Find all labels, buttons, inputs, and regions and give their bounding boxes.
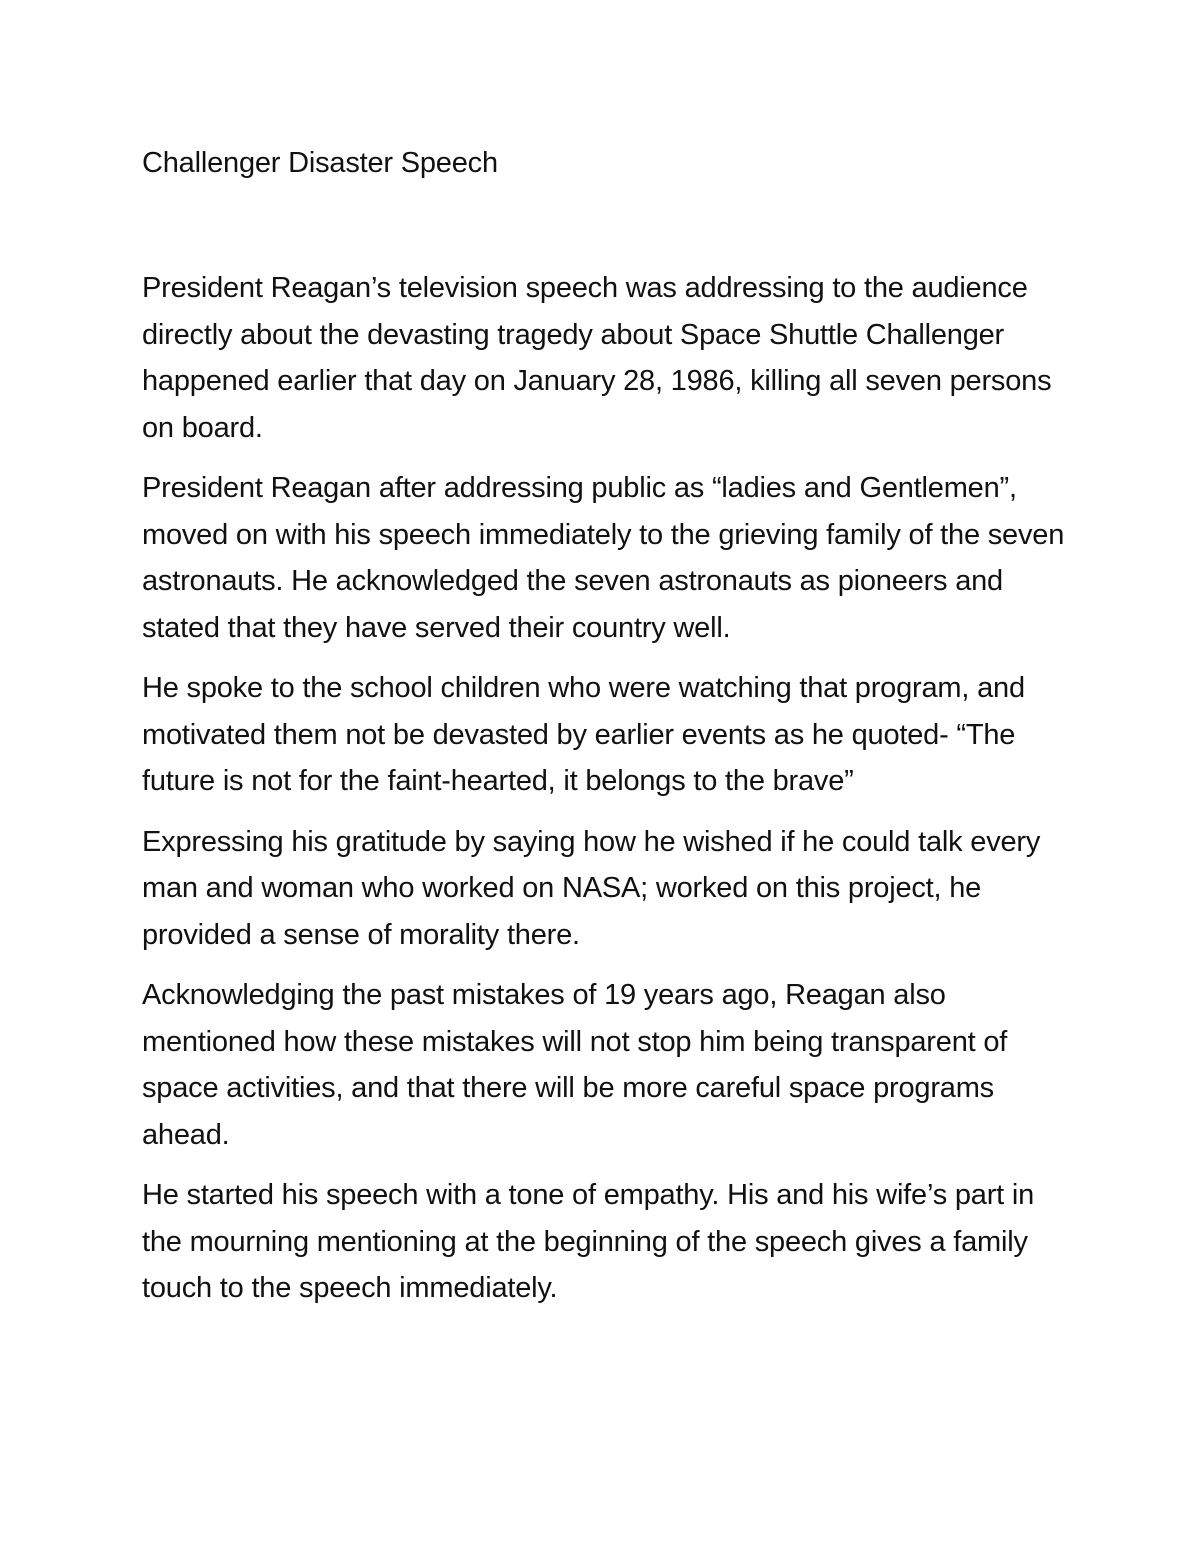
paragraph-intro: President Reagan’s television speech was addressing to the audience directly about the devasting tragedy about Space Shuttle Challenger happened earlier that day on January 28, 1986, killing all seven persons on board. — [142, 272, 1052, 444]
paragraph-past-mistakes: Acknowledging the past mistakes of 19 years ago, Reagan also mentioned how these mistakes will not stop him being transparent of space activities, and that there will be more careful space programs ahead. — [142, 979, 1008, 1151]
paragraph-empathy: He started his speech with a tone of empathy. His and his wife’s part in the mourning mentioning at the beginning of the speech gives a family touch to the speech immediately. — [142, 1179, 1035, 1304]
paragraph-address-families: President Reagan after addressing public as “ladies and Gentlemen”, moved on with his speech immediately to the grieving family of the seven astronauts. He acknowledged the seven astronauts as pioneers and stated that they have served their country well. — [142, 472, 1065, 644]
paragraph-gratitude: Expressing his gratitude by saying how he wished if he could talk every man and woman who worked on NASA; worked on this project, he provided a sense of morality there. — [142, 825, 1041, 951]
document-body — [142, 140, 1072, 1326]
title-spacer — [142, 187, 1072, 265]
document-title: Challenger Disaster Speech — [142, 147, 498, 179]
paragraph-school-children: He spoke to the school children who were watching that program, and motivated them not be devasted by earlier events as he quoted- “The future is not for the faint-hearted, it belongs to the brave” — [142, 672, 1025, 797]
